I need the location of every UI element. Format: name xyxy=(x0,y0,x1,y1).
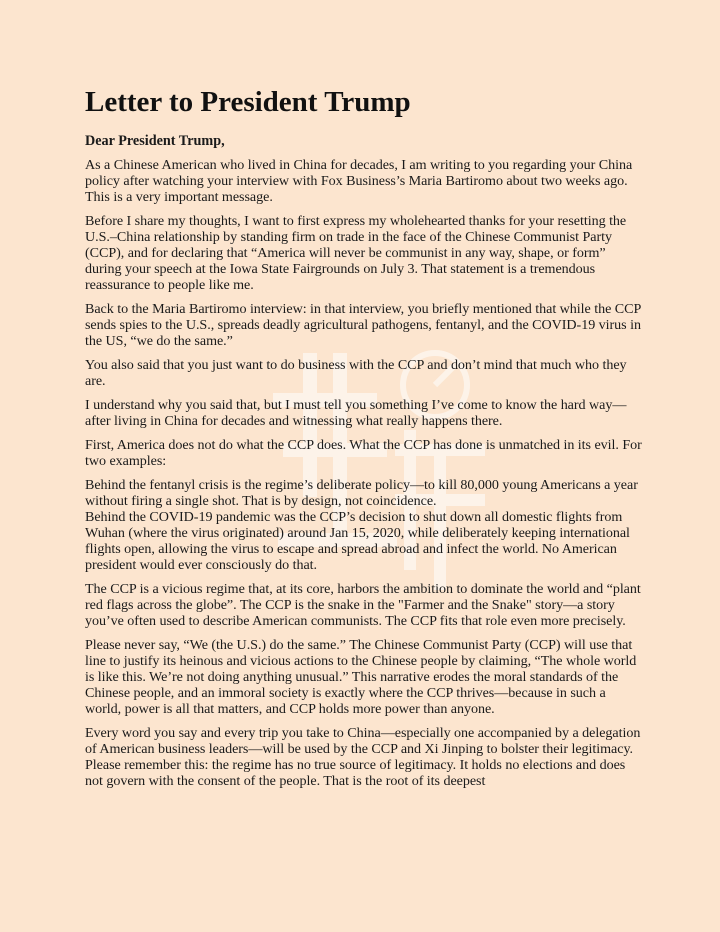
paragraph-business: You also said that you just want to do business with the CCP and don’t mind that much who they are. xyxy=(85,357,627,389)
paragraph-never-say: Please never say, “We (the U.S.) do the same.” The Chinese Communist Party (CCP) will use that line to justify its heinous and vicious actions to the Chinese people by claiming, “The whole world is like this. We’re not doing anything unusual.” This narrative erodes the moral standards of the Chinese people, and an immoral society is exactly where the CCP thrives—because in such a world, power is all that matters, and CCP holds more power than anyone. xyxy=(85,637,637,717)
paragraph-fentanyl: Behind the fentanyl crisis is the regime’s deliberate policy—to kill 80,000 young Americans a year without firing a single shot. That is by design, not coincidence. xyxy=(85,477,638,509)
letter-page xyxy=(85,84,645,797)
paragraph-interview: Back to the Maria Bartiromo interview: in that interview, you briefly mentioned that while the CCP sends spies to the U.S., spreads deadly agricultural pathogens, fentanyl, and the COVID-19 virus in the US, “we do the same.” xyxy=(85,301,641,349)
paragraph-thanks: Before I share my thoughts, I want to first express my wholehearted thanks for your resetting the U.S.–China relationship by standing firm on trade in the face of the Chinese Communist Party (CCP), and for declaring that “America will never be communist in any way, shape, or form” during your speech at the Iowa State Fairgrounds on July 3. That statement is a tremendous reassurance to people like me. xyxy=(85,213,627,293)
paragraph-understand: I understand why you said that, but I must tell you something I’ve come to know the hard way—after living in China for decades and witnessing what really happens there. xyxy=(85,397,627,429)
salutation: Dear President Trump, xyxy=(85,133,225,149)
letter-title: Letter to President Trump xyxy=(85,86,411,118)
paragraph-vicious-regime: The CCP is a vicious regime that, at its core, harbors the ambition to dominate the world and “plant red flags across the globe”. The CCP is the snake in the "Farmer and the Snake" story—a story you’ve often used to describe American communists. The CCP fits that role even more precisely. xyxy=(85,581,641,629)
paragraph-intro: As a Chinese American who lived in China for decades, I am writing to you regarding your China policy after watching your interview with Fox Business’s Maria Bartiromo about two weeks ago. This is a very important message. xyxy=(85,157,633,205)
paragraph-examples-intro: First, America does not do what the CCP does. What the CCP has done is unmatched in its evil. For two examples: xyxy=(85,437,642,469)
paragraph-every-word: Every word you say and every trip you take to China—especially one accompanied by a delegation of American business leaders—will be used by the CCP and Xi Jinping to bolster their legitimacy. Please remember this: the regime has no true source of legitimacy. It holds no elections and does not govern with the consent of the people. That is the root of its deepest xyxy=(85,725,641,789)
paragraph-covid: Behind the COVID-19 pandemic was the CCP’s decision to shut down all domestic flights from Wuhan (where the virus originated) around Jan 15, 2020, while deliberately keeping international flights open, allowing the virus to escape and spread abroad and infect the world. No American president would ever consciously do that. xyxy=(85,509,630,573)
